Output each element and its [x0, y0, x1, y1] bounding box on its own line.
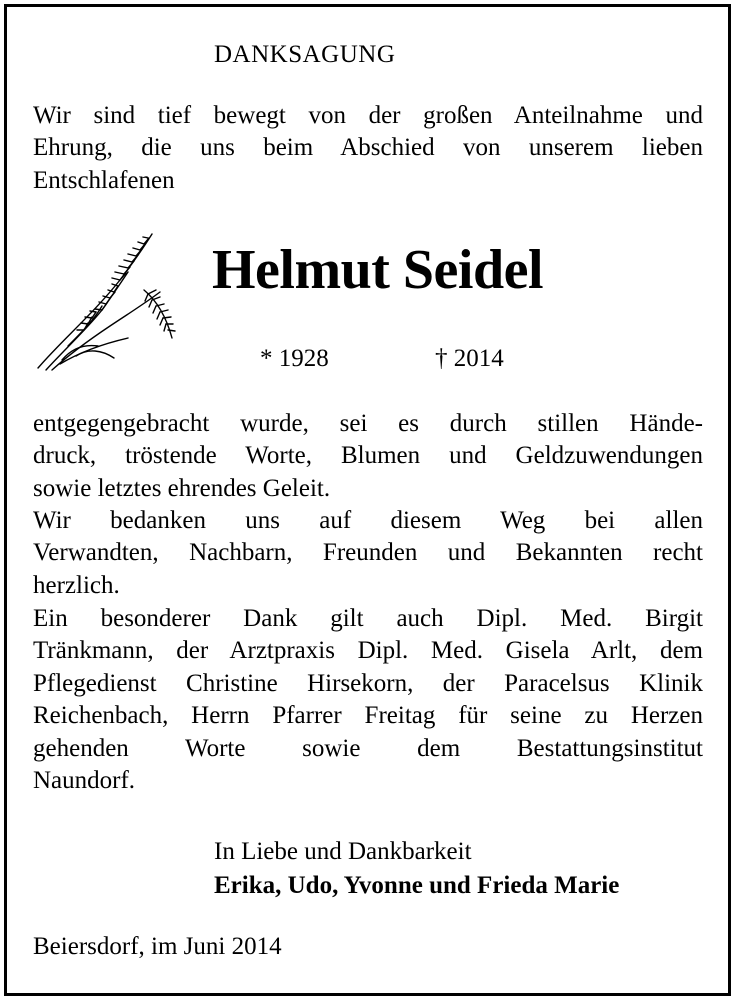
gratitude-line: entgegengebracht wurde, sei es durch stillen Hände-: [33, 410, 703, 437]
notice-heading: DANKSAGUNG: [214, 41, 396, 68]
wheat-stalks-icon: [32, 220, 192, 380]
thanks-line: herzlich.: [33, 571, 120, 599]
special-thanks-paragraph: [33, 603, 703, 797]
special-thanks-line: Pflegedienst Christine Hirsekorn, der Paracelsus Klinik: [33, 669, 703, 697]
intro-paragraph: [33, 100, 703, 197]
special-thanks-line: Ein besonderer Dank gilt auch Dipl. Med. Birgit: [33, 605, 703, 632]
thanks-line: Wir bedanken uns auf diesem Weg bei allen: [33, 507, 703, 534]
closing-phrase: In Liebe und Dankbarkeit: [214, 838, 472, 865]
thanks-paragraph: [33, 505, 703, 602]
birth-year: * 1928: [260, 345, 329, 372]
place-date: Beiersdorf, im Juni 2014: [33, 933, 282, 960]
gratitude-paragraph: [33, 408, 703, 505]
intro-line: Entschlafenen: [33, 166, 175, 194]
gratitude-line: druck, tröstende Worte, Blumen und Geldzuwendungen: [33, 442, 703, 470]
gratitude-line: sowie letztes ehrendes Geleit.: [33, 474, 331, 502]
death-year: † 2014: [435, 345, 504, 372]
special-thanks-line: Tränkmann, der Arztpraxis Dipl. Med. Gisela Arlt, dem: [33, 637, 703, 665]
signers: Erika, Udo, Yvonne und Frieda Marie: [214, 872, 620, 899]
intro-line: Ehrung, die uns beim Abschied von unserem lieben: [33, 134, 703, 162]
intro-line: Wir sind tief bewegt von der großen Anteilnahme und: [33, 102, 703, 129]
thanks-line: Verwandten, Nachbarn, Freunden und Bekannten recht: [33, 539, 703, 567]
special-thanks-line: gehenden Worte sowie dem Bestattungsinstitut: [33, 734, 703, 762]
special-thanks-line: Reichenbach, Herrn Pfarrer Freitag für seine zu Herzen: [33, 702, 703, 730]
deceased-name: Helmut Seidel: [212, 239, 544, 301]
special-thanks-line: Naundorf.: [33, 767, 136, 795]
